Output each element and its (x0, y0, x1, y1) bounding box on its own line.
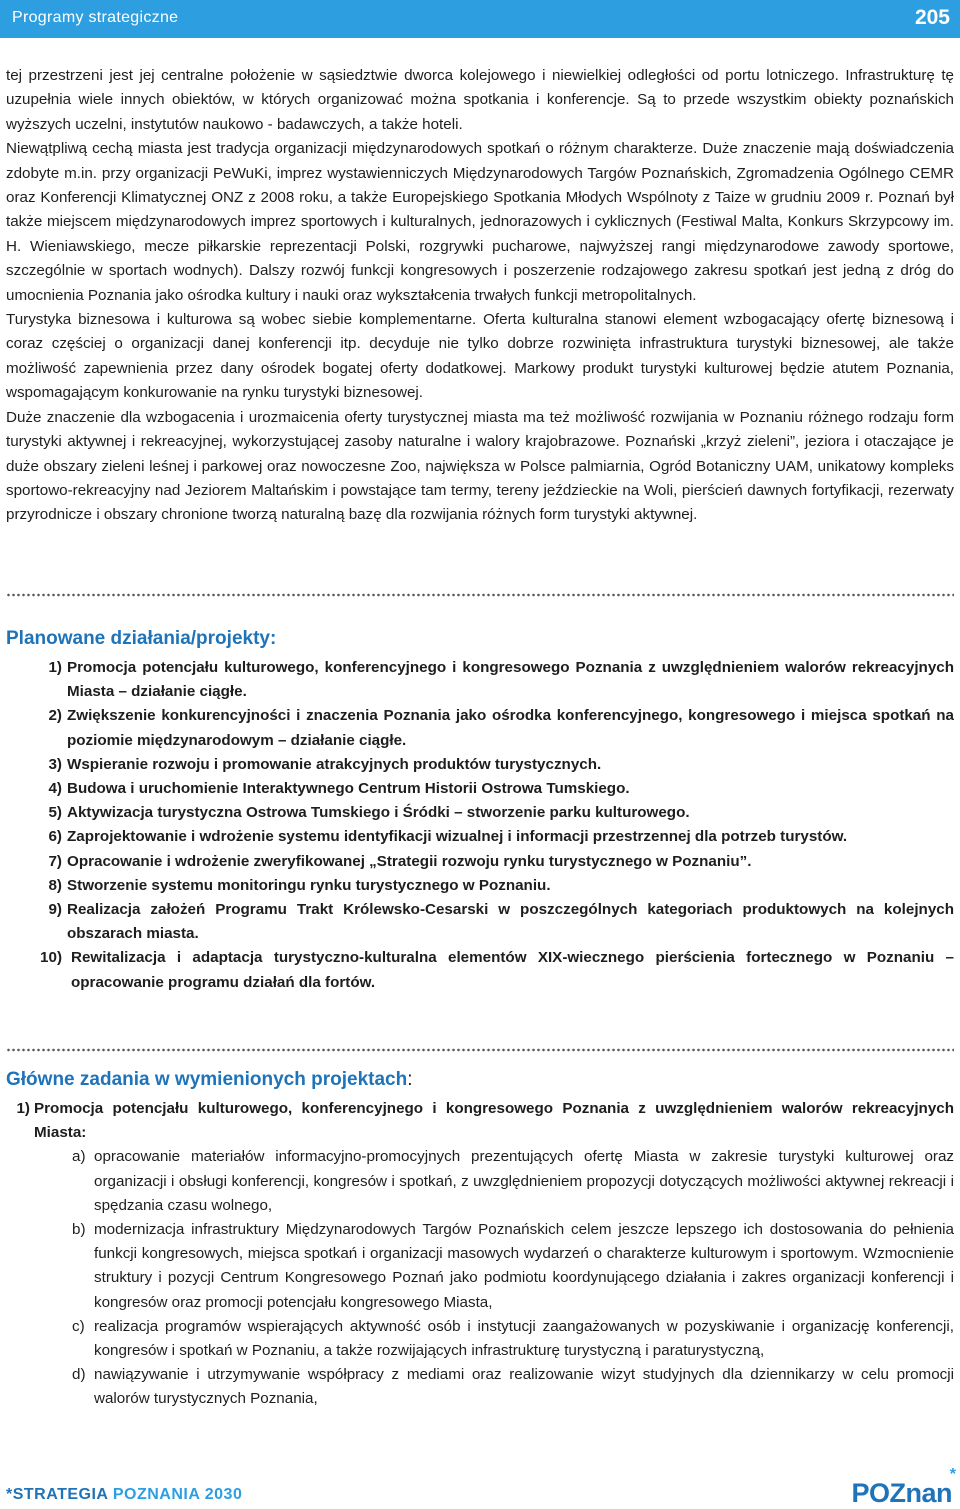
list-item: 3) Wspieranie rozwoju i promowanie atrakcyjnych produktów turystycznych. (48, 755, 602, 773)
sub-item: c) realizacja programów wspierających aktywność osób i instytucji zaangażowanych w pozyskiwanie i organizację konferencji, kongresów i spotkań w Poznaniu, a także rozwijających infrastrukturę turystyczną i paraturystyczną, (72, 1317, 954, 1360)
sub-item: d) nawiązywanie i utrzymywanie współpracy z mediami oraz realizowanie wizyt studyjnych dla dziennikarzy w celu promocji walorów turystycznych Poznania, (72, 1366, 954, 1408)
list-item: 4) Budowa i uruchomienie Interaktywnego Centrum Historii Ostrowa Tumskiego. (48, 780, 630, 798)
poznan-logo: POZnan (851, 1478, 952, 1508)
sub-item: b) modernizacja infrastruktury Międzynarodowych Targów Poznańskich celem jeszcze lepszego ich dostosowania do pełnienia funkcji kongresowych, miejsca spotkań i organizacji masowych wydarzeń o charakterze kulturowym i sportowym. Wzmocnienie struktury i pozycji Centrum Kongresowego Poznań jako podmiotu koordynującego działania i zakres organizacji konferencji i kongresów oraz promocji potencjału kongresowego Miasta, (72, 1221, 954, 1311)
page-header (0, 0, 960, 38)
dotted-divider (6, 1048, 954, 1052)
list-item: 8) Stworzenie systemu monitoringu rynku turystycznego w Poznaniu. (48, 876, 551, 894)
list-item: 7) Opracowanie i wdrożenie zweryfikowanej „Strategii rozwoju rynku turystycznego w Poznaniu”. (48, 852, 752, 870)
paragraph: tej przestrzeni jest jej centralne położenie w sąsiedztwie dworca kolejowego i niewielkiej odległości od portu lotniczego. Infrastrukturę tę uzupełnia wiele innych obiektów, w których organizować można spotkania i konferencje. Są to przede wszystkim obiekty poznańskich wyższych uczelni, instytutów naukowo - badawczych, a także hoteli. (6, 67, 954, 133)
paragraph: Niewątpliwą cechą miasta jest tradycja organizacji międzynarodowych spotkań o różnym charakterze. Duże znaczenie mają doświadczenia zdobyte m.in. przy organizacji PeWuKi, imprez wystawienniczych Międzynarodowych Targów Poznańskich, Zgromadzenia Ogólnego CEMR oraz Konferencji Klimatycznej ONZ z 2008 roku, a także Europejskiego Spotkania Młodych Wspólnoty z Taize w grudniu 2009 r. Poznań był także miejscem międzynarodowych imprez sportowych i kulturalnych, jednorazowych i cyklicznych (Festiwal Malta, Konkurs Skrzypcowy im. H. Wieniawskiego, mecze piłkarskie reprezentacji Polski, rozgrywki pucharowe, najwyższej rangi międzynarodowe zawody sportowe, szczególnie w sportach wodnych). Dalszy rozwój funkcji kongresowych i poszerzenie rodzajowego zakresu spotkań jest jedną z dróg do umocnienia Poznania jako ośrodka kultury i nauki oraz wykształcenia trwałych funkcji metropolitalnych. (6, 140, 954, 304)
page-number: 205 (914, 6, 950, 29)
list-item: 6) Zaprojektowanie i wdrożenie systemu identyfikacji wizualnej i informacji przestrzennej dla potrzeb turystów. (48, 828, 848, 846)
list-item: 9) Realizacja założeń Programu Trakt Królewsko-Cesarski w poszczególnych kategoriach produktowych na kolejnych obszarach miasta. (48, 901, 954, 943)
list-item: 2) Zwiększenie konkurencyjności i znaczenia Poznania jako ośrodka konferencyjnego, kongresowego i miejsca spotkań na poziomie międzynarodowym – działanie ciągłe. (48, 707, 954, 749)
planned-list (40, 656, 954, 995)
dotted-divider (6, 593, 954, 597)
strategy-logo: *STRATEGIA POZNANIA 2030 (6, 1486, 243, 1503)
list-item: 10) Rewitalizacja i adaptacja turystyczno-kulturalna elementów XIX-wiecznego pierścienia fortecznego w Poznaniu – opracowanie programu działań dla fortów. (40, 949, 954, 991)
body-text (6, 64, 954, 528)
section-title: Programy strategiczne (12, 9, 179, 26)
list-item: 1) Promocja potencjału kulturowego, konferencyjnego i kongresowego Poznania z uwzględnieniem walorów rekreacyjnych Miasta – działanie ciągłe. (48, 659, 954, 701)
list-item: 5) Aktywizacja turystyczna Ostrowa Tumskiego i Śródki – stworzenie parku kulturowego. (48, 804, 690, 822)
planned-heading: Planowane działania/projekty: (6, 628, 277, 649)
list-item: 1) Promocja potencjału kulturowego, konferencyjnego i kongresowego Poznania z uwzględnieniem walorów rekreacyjnych Miasta: (16, 1100, 954, 1142)
star-icon: * (949, 1466, 956, 1483)
paragraph: Turystyka biznesowa i kulturowa są wobec siebie komplementarne. Oferta kulturalna stanowi element wzbogacający ofertę biznesową i coraz częściej o organizacji danej konferencji itp. decyduje nie tylko dobrze rozwinięta infrastruktura turystyki biznesowej, ale także możliwość zapewnienia przez dany ośrodek bogatej oferty dodatkowej. Markowy produkt turystyki kulturowej będzie atutem Poznania, wspomagającym konkurowanie na rynku turystyki biznesowej. (6, 311, 954, 402)
tasks-heading: Główne zadania w wymienionych projektach: (6, 1069, 413, 1090)
sub-item: a) opracowanie materiałów informacyjno-promocyjnych prezentujących ofertę Miasta w zakresie turystyki kulturowej oraz organizacji i obsługi konferencji, kongresów i spotkań, z uwzględnieniem propozycji dotyczących możliwości aktywnej rekreacji i spędzania czasu wolnego, (72, 1148, 954, 1214)
tasks-list (14, 1097, 954, 1412)
paragraph: Duże znaczenie dla wzbogacenia i urozmaicenia oferty turystycznej miasta ma też możliwość rozwijania w Poznaniu różnego rodzaju form turystyki aktywnej i rekreacyjnej, wykorzystującej zasoby naturalne i walory krajobrazowe. Poznański „krzyż zieleni”, jeziora i otaczające je duże obszary zieleni leśnej i parkowej oraz nowoczesne Zoo, największa w Polsce palmiarnia, Ogród Botaniczny UAM, unikatowy kompleks sportowo-rekreacyjny nad Jeziorem Maltańskim i powstające tam termy, tereny jeździeckie na Woli, pierścień dawnych fortyfikacji, rezerwaty przyrodnicze i obszary chronione tworzą naturalną bazę dla rozwijania różnych form turystyki aktywnej. (6, 408, 954, 524)
